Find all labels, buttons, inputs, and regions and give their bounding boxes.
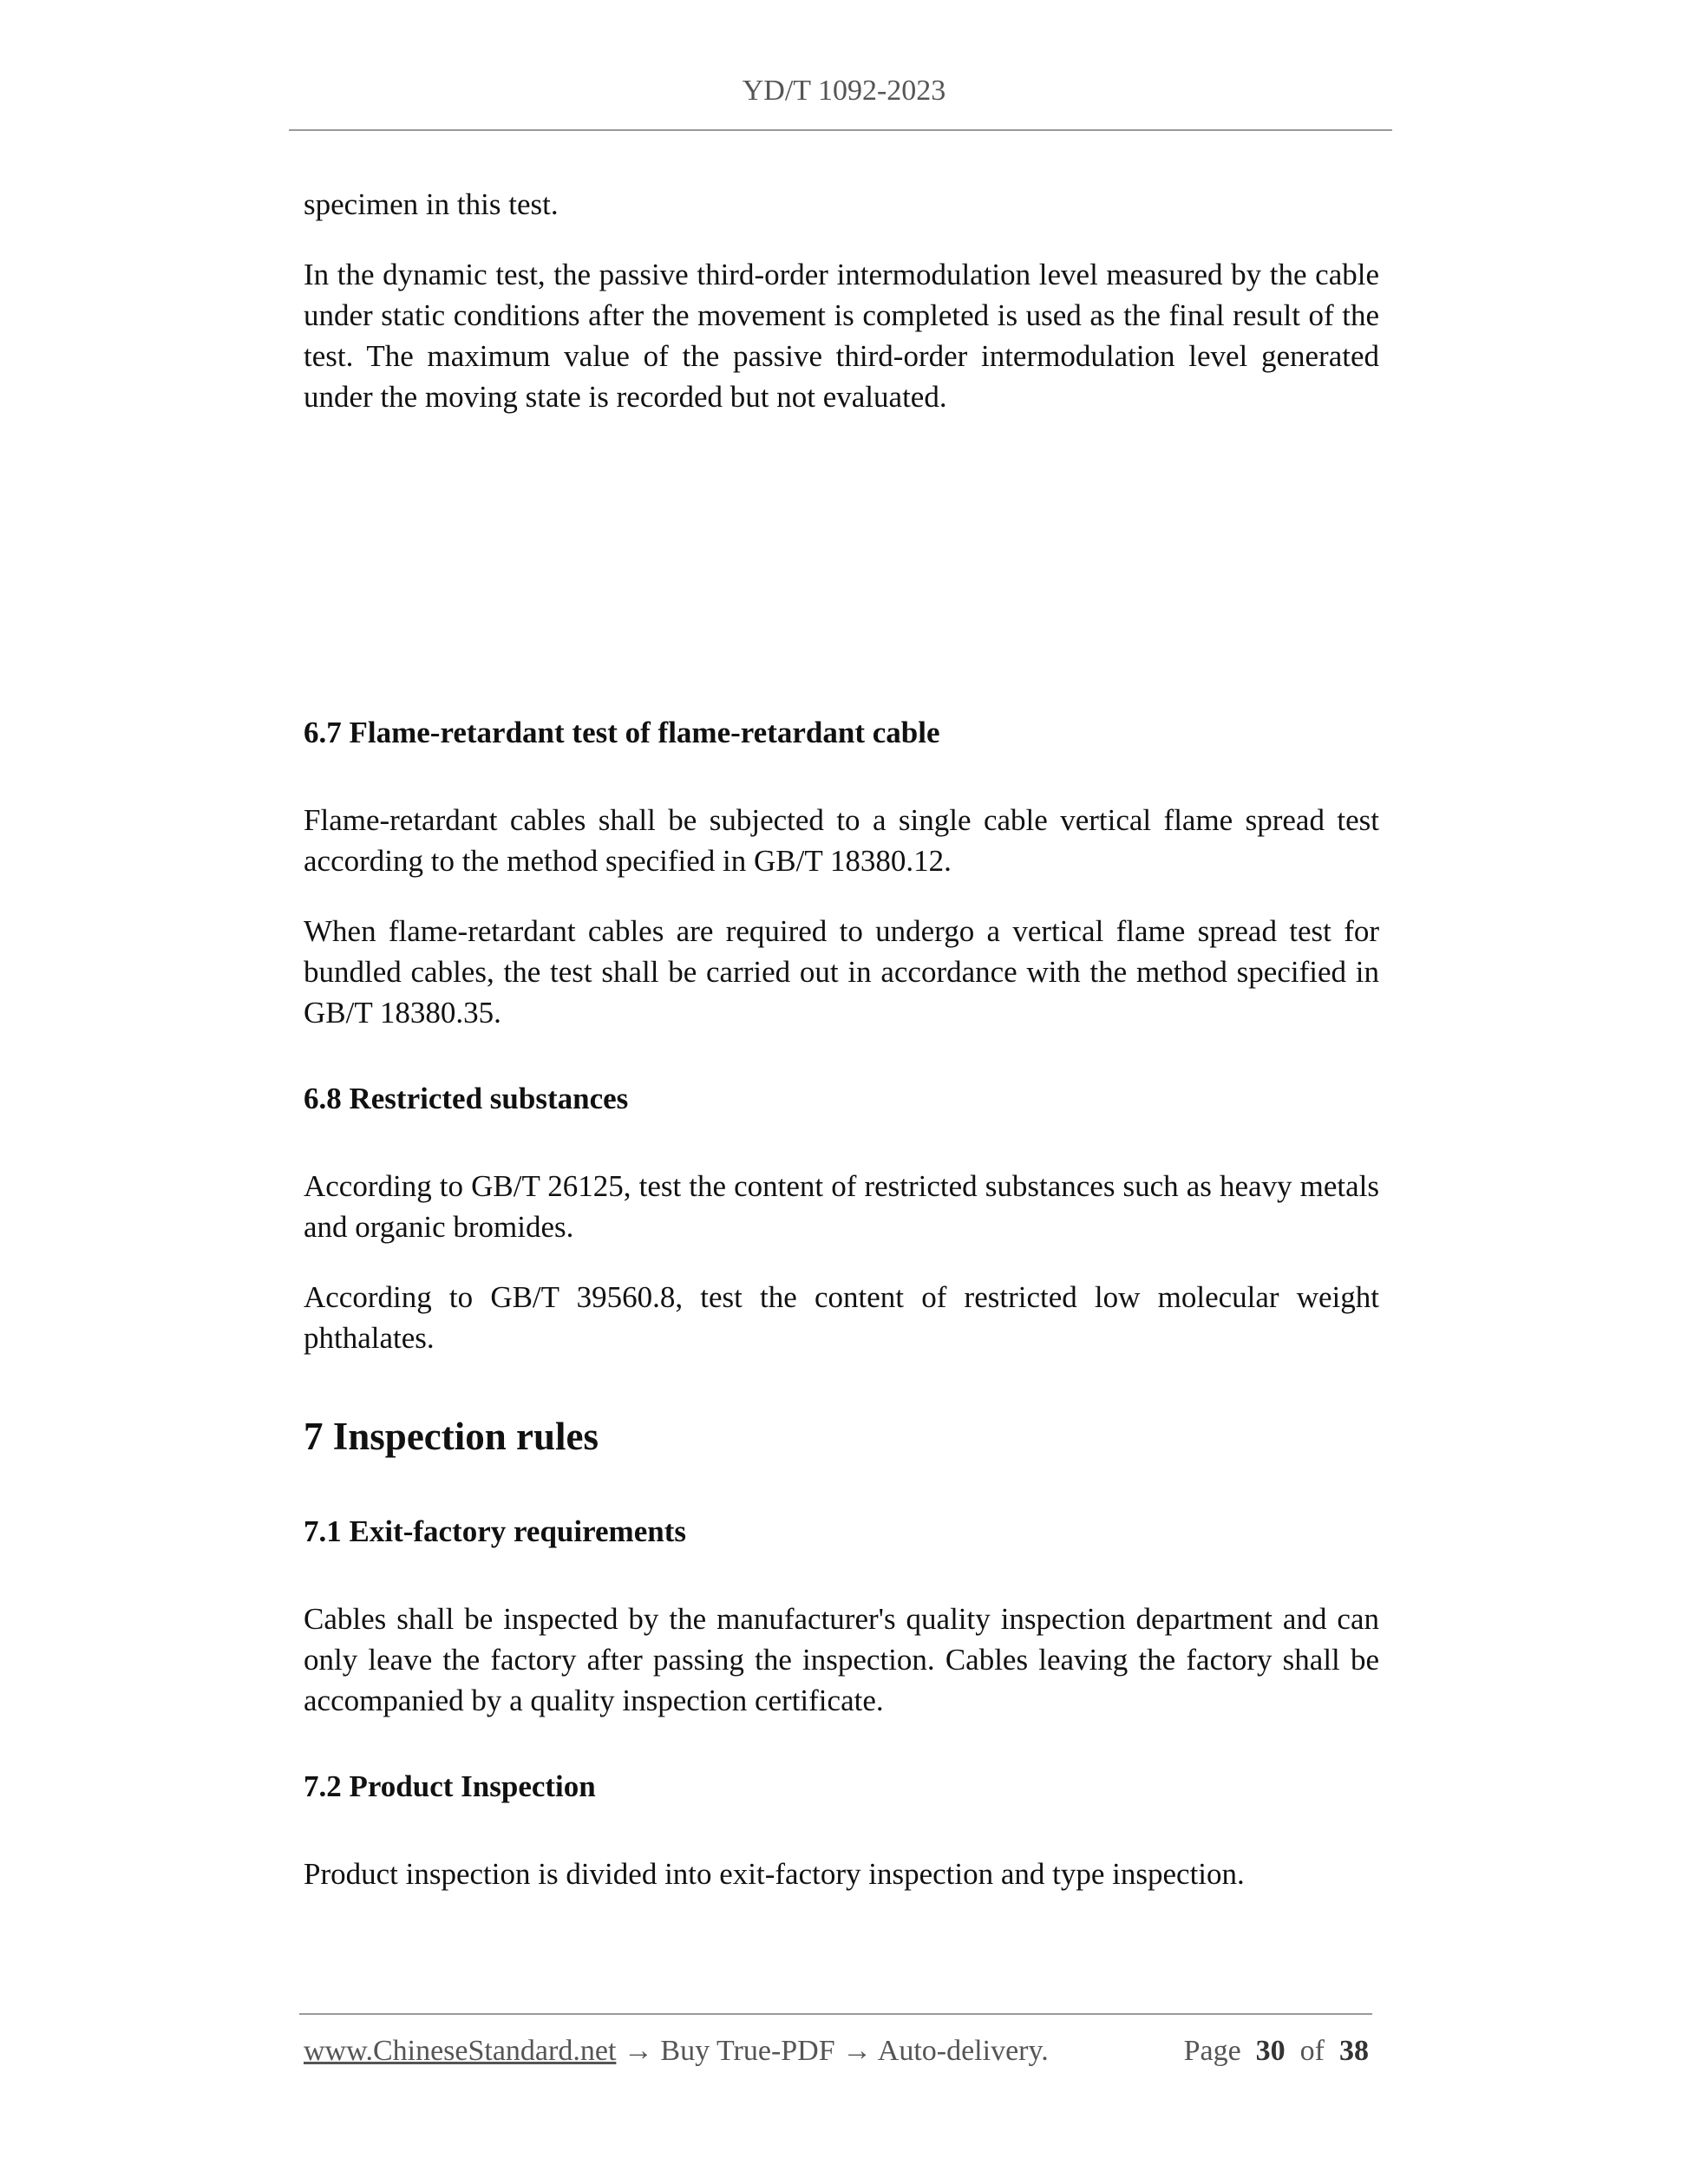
paragraph-continuation: specimen in this test. — [304, 187, 559, 221]
section-7-2-heading: 7.2 Product Inspection — [304, 1769, 596, 1803]
section-7-heading: 7 Inspection rules — [304, 1415, 599, 1458]
page-current: 30 — [1255, 2035, 1286, 2067]
page-label: Page — [1183, 2035, 1241, 2067]
section-6-8-paragraph-2: According to GB/T 39560.8, test the content of restricted low molecular weight phthalates. — [304, 1280, 1379, 1355]
document-id-header: YD/T 1092-2023 — [742, 75, 946, 107]
header-divider — [289, 129, 1392, 131]
arrow-right-icon: → — [623, 2035, 653, 2067]
section-6-7-heading: 6.7 Flame-retardant test of flame-retardant cable — [304, 716, 940, 749]
buy-true-pdf-text: Buy True-PDF — [660, 2035, 835, 2067]
section-6-8-paragraph-1: According to GB/T 26125, test the content of restricted substances such as heavy metals and organic bromides. — [304, 1169, 1379, 1244]
footer-links — [304, 2032, 1049, 2070]
auto-delivery-text: Auto-delivery. — [877, 2035, 1049, 2067]
section-6-8-heading: 6.8 Restricted substances — [304, 1082, 629, 1115]
arrow-right-icon: → — [842, 2035, 873, 2067]
section-7-1-paragraph: Cables shall be inspected by the manufacturer's quality inspection department and can only leave the factory after passing the inspection. Cables leaving the factory shall be accompanied by a quality inspection certificate. — [304, 1602, 1379, 1717]
footer-divider — [299, 2013, 1372, 2015]
chinese-standard-link[interactable]: www.ChineseStandard.net — [304, 2035, 617, 2067]
of-label: of — [1299, 2035, 1325, 2067]
page-number — [1184, 2032, 1369, 2070]
section-7-2-paragraph: Product inspection is divided into exit-factory inspection and type inspection. — [304, 1857, 1245, 1891]
page-total: 38 — [1339, 2035, 1369, 2067]
section-6-7-paragraph-1: Flame-retardant cables shall be subjected to a single cable vertical flame spread test according to the method specified in GB/T 18380.12. — [304, 803, 1379, 878]
section-6-7-paragraph-2: When flame-retardant cables are required to undergo a vertical flame spread test for bundled cables, the test shall be carried out in accordance with the method specified in GB/T 18380.35. — [304, 914, 1379, 1030]
section-7-1-heading: 7.1 Exit-factory requirements — [304, 1514, 686, 1548]
paragraph-dynamic-test: In the dynamic test, the passive third-order intermodulation level measured by the cable under static conditions after the movement is completed is used as the final result of the test. The maximum value of the passive third-order intermodulation level generated under the moving state is recorded but not evaluated. — [304, 258, 1379, 414]
page-content — [304, 184, 1379, 1894]
